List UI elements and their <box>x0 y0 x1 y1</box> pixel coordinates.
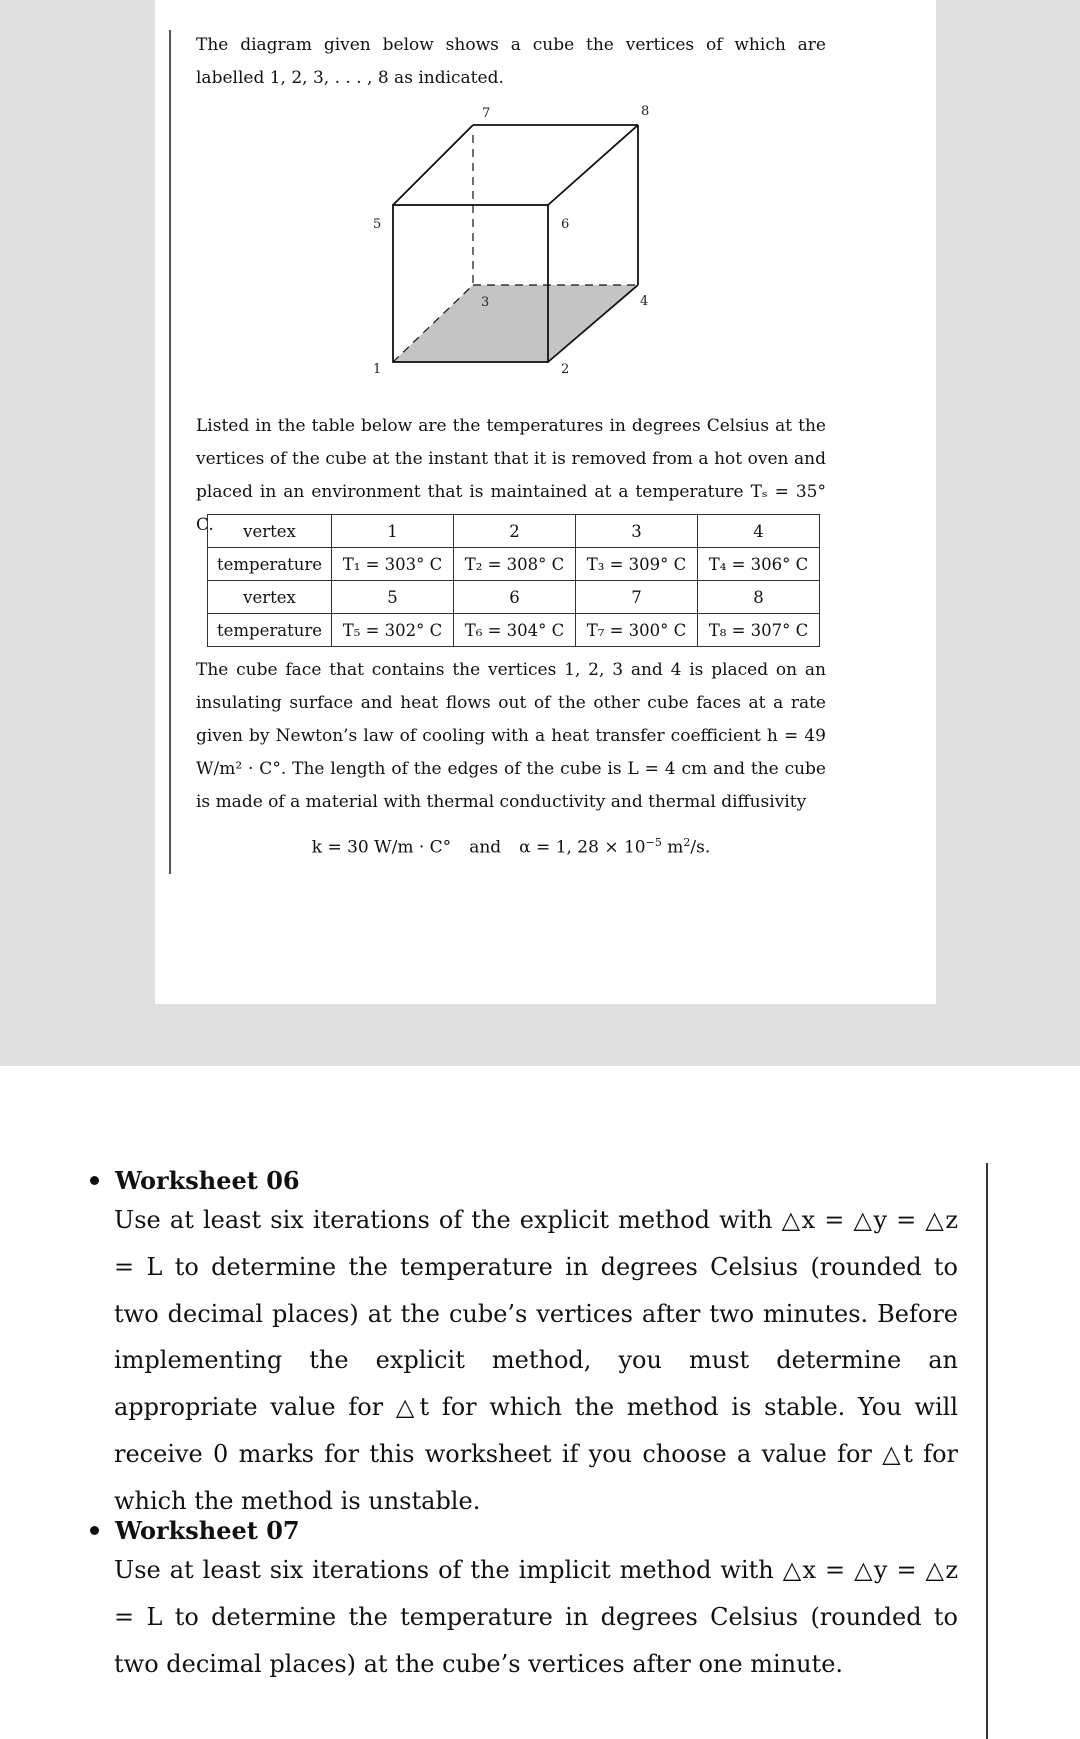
worksheet-body: Use at least six iterations of the explicit method with △x = △y = △z = L to determine the temperature in degrees Celsius (rounded to two decimal places) at the cube’s vertices after two minutes. Before implementing the explicit method, you must determine an appropriate value for △t for which the method is stable. You will receive 0 marks for this worksheet if you choose a value for △t for which the method is unstable. <box>114 1206 958 1515</box>
edge <box>393 125 473 205</box>
table-cell: vertex <box>208 515 332 548</box>
table-cell: T₂ = 308° C <box>454 548 576 581</box>
table-cell: T₅ = 302° C <box>332 614 454 647</box>
vertex-label-7: 7 <box>482 106 491 121</box>
margin-rule <box>169 30 171 874</box>
conductivity-text: k = 30 W/m · C° <box>311 837 452 858</box>
worksheet-06 <box>88 1163 958 1525</box>
diffusivity-unit-exponent: 2 <box>683 836 691 849</box>
table-cell: vertex <box>208 581 332 614</box>
intro-paragraph: The diagram given below shows a cube the vertices of which are labelled 1, 2, 3, . . . , 8 as indicated. <box>196 35 826 88</box>
margin-rule <box>986 1163 988 1739</box>
vertex-label-4: 4 <box>640 294 649 309</box>
worksheet-body: Use at least six iterations of the implicit method with △x = △y = △z = L to determine the temperature in degrees Celsius (rounded to two decimal places) at the cube’s vertices after one minute. <box>114 1556 958 1678</box>
diffusivity-text: α = 1, 28 × 10 <box>519 837 646 858</box>
table-cell: 8 <box>698 581 820 614</box>
table-cell: T₃ = 309° C <box>576 548 698 581</box>
table-cell: 4 <box>698 515 820 548</box>
table-cell: T₆ = 304° C <box>454 614 576 647</box>
table-cell: 3 <box>576 515 698 548</box>
worksheet-title: Worksheet 06 <box>115 1165 300 1195</box>
table-cell: temperature <box>208 614 332 647</box>
table-cell: 5 <box>332 581 454 614</box>
table-cell: temperature <box>208 548 332 581</box>
worksheet-title: Worksheet 07 <box>115 1515 300 1545</box>
bottom-face-shade <box>393 285 638 362</box>
vertex-label-2: 2 <box>561 362 570 377</box>
edge <box>548 125 638 205</box>
vertex-label-6: 6 <box>561 217 570 232</box>
table-cell: T₈ = 307° C <box>698 614 820 647</box>
bullet-icon <box>90 1526 99 1535</box>
vertex-label-3: 3 <box>481 295 490 310</box>
diffusivity-unit-tail: /s. <box>690 837 711 858</box>
table-cell: T₁ = 303° C <box>332 548 454 581</box>
worksheet-07 <box>88 1513 958 1687</box>
and-text: and <box>469 837 502 858</box>
table-row <box>208 515 820 548</box>
vertex-label-8: 8 <box>641 104 650 119</box>
table-intro-paragraph: Listed in the table below are the temperatures in degrees Celsius at the vertices of the cube at the instant that it is removed from a hot oven and placed in an environment that is maintained at a temperature Tₛ = 35° C. <box>196 416 826 535</box>
diffusivity-unit: m <box>661 837 684 858</box>
vertex-label-5: 5 <box>373 217 382 232</box>
bullet-icon <box>90 1176 99 1185</box>
vertex-temperature-table <box>207 514 820 647</box>
vertex-label-1: 1 <box>373 362 382 377</box>
cooling-paragraph: The cube face that contains the vertices 1, 2, 3 and 4 is placed on an insulating surface and heat flows out of the other cube faces at a rate given by Newton’s law of cooling with a heat transfer coefficient h = 49 W/m² · C°. The length of the edges of the cube is L = 4 cm and the cube is made of a material with thermal conductivity and thermal diffusivity <box>196 660 826 812</box>
table-cell: T₄ = 306° C <box>698 548 820 581</box>
table-cell: 2 <box>454 515 576 548</box>
table-row <box>208 548 820 581</box>
table-row <box>208 614 820 647</box>
cube-diagram <box>360 95 680 385</box>
table-cell: 7 <box>576 581 698 614</box>
diffusivity-exponent: −5 <box>645 836 662 849</box>
table-row <box>208 581 820 614</box>
table-cell: 6 <box>454 581 576 614</box>
material-constants-formula <box>196 836 826 858</box>
table-cell: 1 <box>332 515 454 548</box>
table-cell: T₇ = 300° C <box>576 614 698 647</box>
